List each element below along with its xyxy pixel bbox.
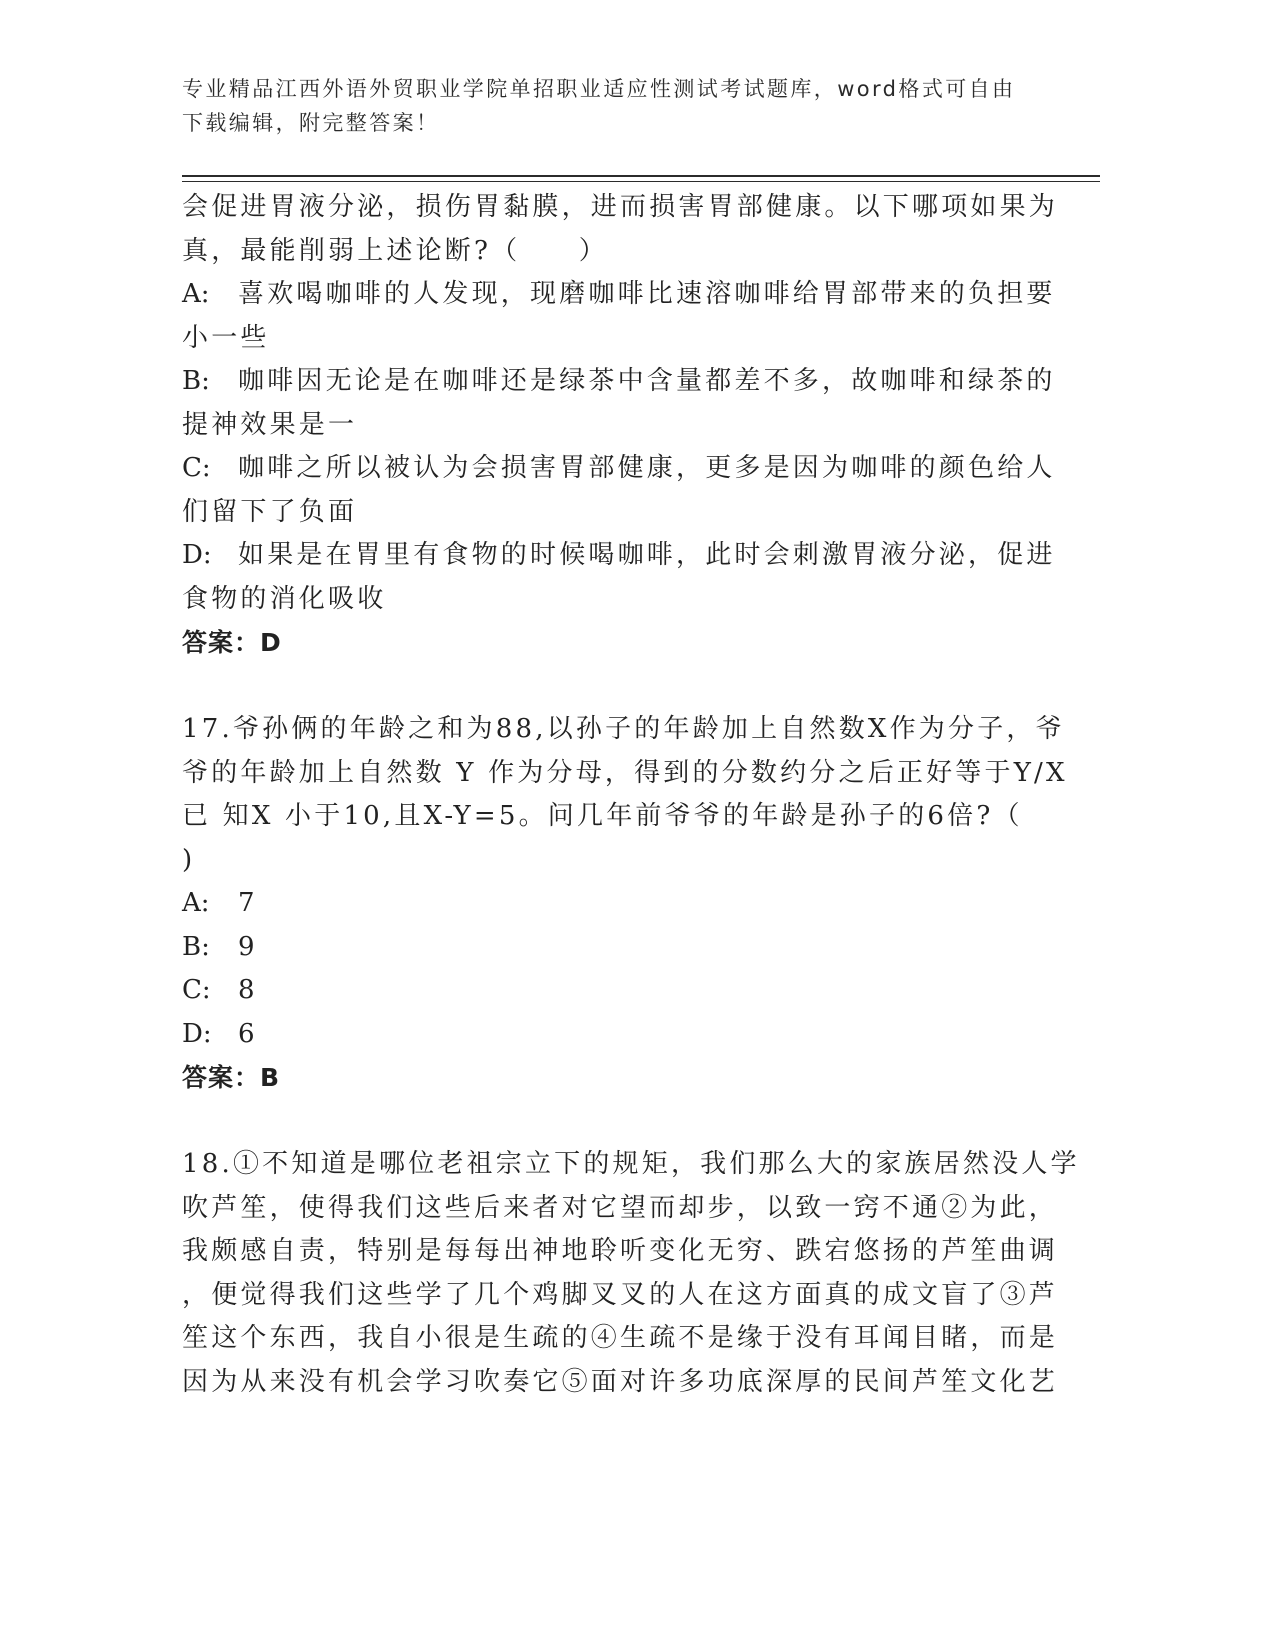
q17-option-c-value: 8 — [238, 975, 258, 1005]
q16-option-c — [182, 447, 1056, 534]
q16-option-b-letter: B: — [182, 366, 210, 396]
q16-option-a-text-2: 小一些 — [182, 322, 270, 353]
q16-option-a-text-1: 喜欢喝咖啡的人发现，现磨咖啡比速溶咖啡给胃部带来的负担要 — [238, 279, 1056, 309]
q17-option-a — [182, 882, 1042, 926]
q18-line-1: 18.①不知道是哪位老祖宗立下的规矩，我们那么大的家族居然没人学 — [182, 1149, 1080, 1179]
q17-stem-line-4: ) — [182, 844, 196, 875]
q16-option-d-text-1: 如果是在胃里有食物的时候喝咖啡，此时会刺激胃液分泌，促进 — [238, 540, 1056, 570]
q18-line-6: 因为从来没有机会学习吹奏它⑤面对许多功底深厚的民间芦笙文化艺 — [182, 1366, 1059, 1397]
header-rule-thin — [182, 181, 1100, 182]
q17-option-b — [182, 926, 1042, 970]
spacer — [182, 665, 1042, 709]
q16-option-d-letter: D: — [182, 540, 212, 570]
q17-option-c — [182, 969, 1042, 1013]
q16-option-b — [182, 360, 1056, 447]
question-16 — [182, 186, 1059, 665]
spacer — [182, 1100, 1042, 1144]
q16-option-b-text-1: 咖啡因无论是在咖啡还是绿茶中含量都差不多，故咖啡和绿茶的 — [238, 366, 1056, 396]
q17-answer: 答案：B — [182, 1063, 281, 1092]
q17-option-a-letter: A: — [182, 888, 210, 918]
q16-option-b-text-2: 提神效果是一 — [182, 409, 358, 440]
document-header — [182, 72, 1062, 140]
q17-option-d — [182, 1013, 1042, 1057]
q16-option-c-text-2: 们留下了负面 — [182, 496, 358, 527]
q16-stem-line-1: 会促进胃液分泌，损伤胃黏膜，进而损害胃部健康。以下哪项如果为 — [182, 192, 1059, 222]
q16-option-a-letter: A: — [182, 279, 210, 309]
header-line-2: 下载编辑，附完整答案！ — [182, 111, 440, 135]
q16-option-c-letter: C: — [182, 453, 211, 483]
q18-line-5: 笙这个东西，我自小很是生疏的④生疏不是缘于没有耳闻目睹，而是 — [182, 1323, 1059, 1353]
header-line-1: 专业精品江西外语外贸职业学院单招职业适应性测试考试题库，word格式可自由 — [182, 77, 1016, 101]
q18-line-2: 吹芦笙，使得我们这些后来者对它望而却步，以致一窍不通②为此， — [182, 1192, 1059, 1223]
q17-option-d-value: 6 — [238, 1018, 258, 1049]
q16-option-d-text-2: 食物的消化吸收 — [182, 583, 387, 614]
q17-option-c-letter: C: — [182, 975, 211, 1005]
q17-stem-line-1: 17.爷孙俩的年龄之和为88,以孙子的年龄加上自然数X作为分子，爷 — [182, 714, 1065, 744]
q17-option-d-letter: D: — [182, 1018, 212, 1049]
q16-option-d — [182, 534, 1056, 621]
q17-stem-line-3: 已 知X 小于10,且X-Y=5。问几年前爷爷的年龄是孙子的6倍?（ — [182, 801, 1023, 831]
q16-answer: 答案：D — [182, 628, 282, 657]
q17-stem-line-2: 爷的年龄加上自然数 Y 作为分母，得到的分数约分之后正好等于Y/X — [182, 757, 1068, 788]
q16-option-a — [182, 273, 1056, 360]
q17-option-b-value: 9 — [238, 931, 258, 962]
q16-option-c-text-1: 咖啡之所以被认为会损害胃部健康，更多是因为咖啡的颜色给人 — [238, 453, 1056, 483]
q16-stem-line-2: 真，最能削弱上述论断?（ ） — [182, 235, 608, 266]
question-content — [182, 186, 1080, 1404]
q17-option-a-value: 7 — [238, 888, 258, 918]
q18-line-3: 我颇感自责，特别是每每出神地聆听变化无穷、跌宕悠扬的芦笙曲调 — [182, 1236, 1059, 1266]
header-rule-thick — [182, 175, 1100, 177]
q18-line-4: ，便觉得我们这些学了几个鸡脚叉叉的人在这方面真的成文盲了③芦 — [182, 1279, 1059, 1310]
q17-option-b-letter: B: — [182, 931, 210, 962]
question-18 — [182, 1143, 1080, 1404]
question-17 — [182, 708, 1068, 1100]
